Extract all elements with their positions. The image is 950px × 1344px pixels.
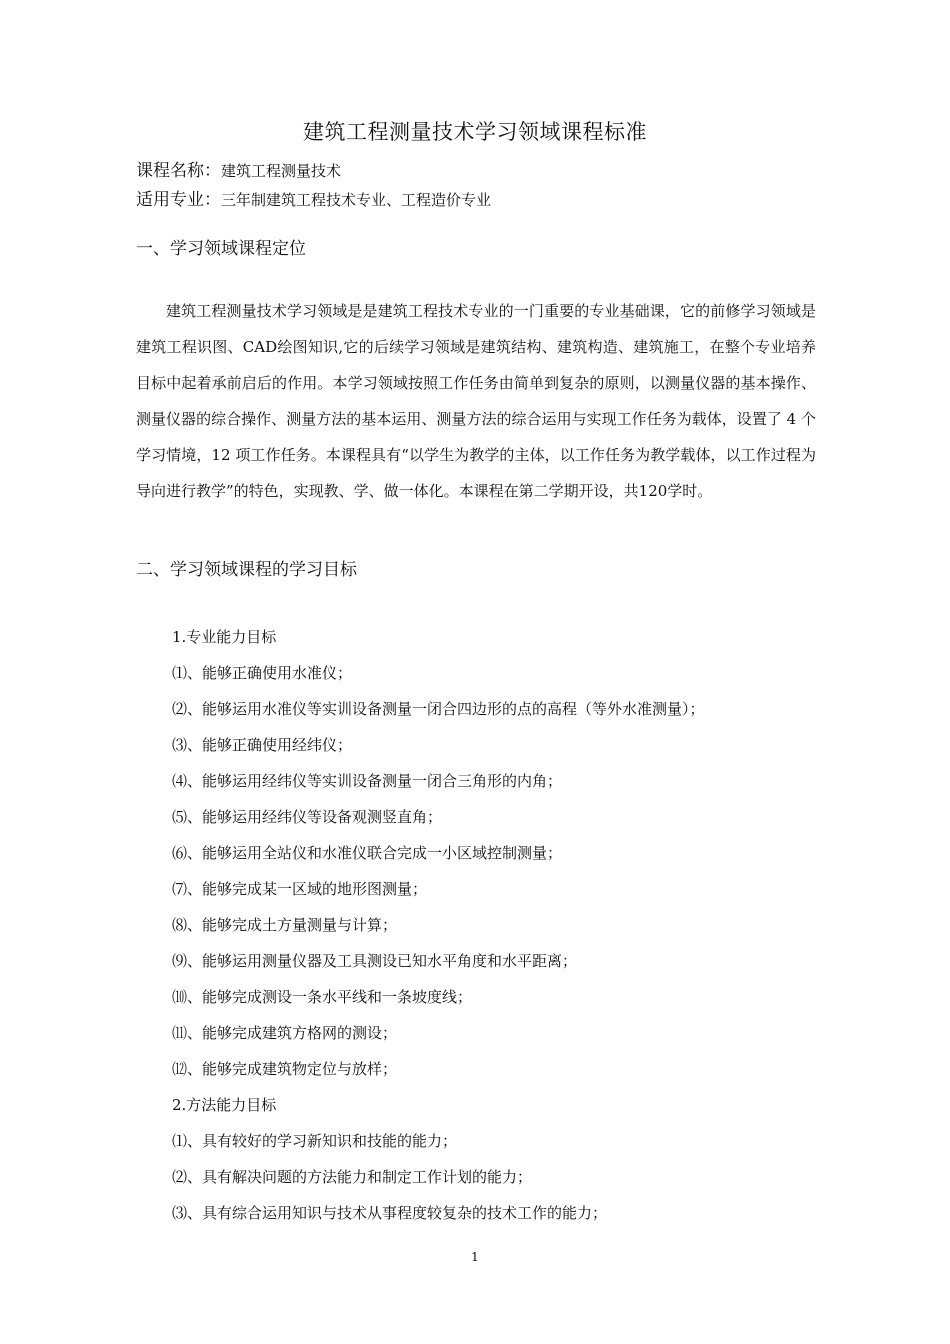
document-title: 建筑工程测量技术学习领域课程标准 <box>303 120 647 144</box>
list-item: ⑴、具有较好的学习新知识和技能的能力； <box>172 1132 458 1150</box>
list-item: ⑶、能够正确使用经纬仪； <box>172 736 353 754</box>
objectives-list <box>172 619 705 1231</box>
page-number: 1 <box>471 1250 479 1264</box>
course-name-label: 课程名称： <box>136 161 221 181</box>
section1-paragraph: 建筑工程测量技术学习领域是是建筑工程技术专业的一门重要的专业基础课，它的前修学习领域是建筑工程识图、CAD绘图知识,它的后续学习领域是建筑结构、建筑构造、建筑施工，在整个专业培养目标中起着承前启后的作用。本学习领域按照工作任务由简单到复杂的原则，以测量仪器的基本操作、测量仪器的综合操作、测量方法的基本运用、测量方法的综合运用与实现工作任务为载体，设置了 4 个学习情境，12 项工作任务。本课程具有“以学生为教学的主体，以工作任务为教学载体，以工作过程为导向进行教学”的特色，实现教、学、做一体化。本课程在第二学期开设，共120学时。 <box>136 302 816 500</box>
list-item: ⑹、能够运用全站仪和水准仪联合完成一小区域控制测量； <box>172 844 563 862</box>
section1-heading: 一、学习领域课程定位 <box>136 239 306 259</box>
list-item: ⑴、能够正确使用水准仪； <box>172 664 353 682</box>
section2-heading: 二、学习领域课程的学习目标 <box>136 560 357 580</box>
list-item: ⑶、具有综合运用知识与技术从事程度较复杂的技术工作的能力； <box>172 1204 608 1222</box>
major-value: 三年制建筑工程技术专业、工程造价专业 <box>221 191 492 209</box>
list-item: 2.方法能力目标 <box>172 1096 277 1114</box>
list-item: ⑵、能够运用水准仪等实训设备测量一闭合四边形的点的高程（等外水准测量）； <box>172 700 705 718</box>
list-item: ⑿、能够完成建筑物定位与放样； <box>172 1060 398 1078</box>
list-item: ⑺、能够完成某一区域的地形图测量； <box>172 880 428 898</box>
list-item: ⑼、能够运用测量仪器及工具测设已知水平角度和水平距离； <box>172 952 578 970</box>
list-item: ⑽、能够完成测设一条水平线和一条坡度线； <box>172 988 473 1006</box>
list-item: 1.专业能力目标 <box>172 628 277 646</box>
list-item: ⑸、能够运用经纬仪等设备观测竖直角； <box>172 808 443 826</box>
list-item: ⑵、具有解决问题的方法能力和制定工作计划的能力； <box>172 1168 533 1186</box>
list-item: ⑾、能够完成建筑方格网的测设； <box>172 1024 398 1042</box>
major-label: 适用专业： <box>136 190 221 210</box>
course-name-value: 建筑工程测量技术 <box>221 162 342 180</box>
major-row <box>136 188 491 212</box>
list-item: ⑷、能够运用经纬仪等实训设备测量一闭合三角形的内角； <box>172 772 563 790</box>
list-item: ⑻、能够完成土方量测量与计算； <box>172 916 398 934</box>
course-name-row <box>136 159 341 183</box>
